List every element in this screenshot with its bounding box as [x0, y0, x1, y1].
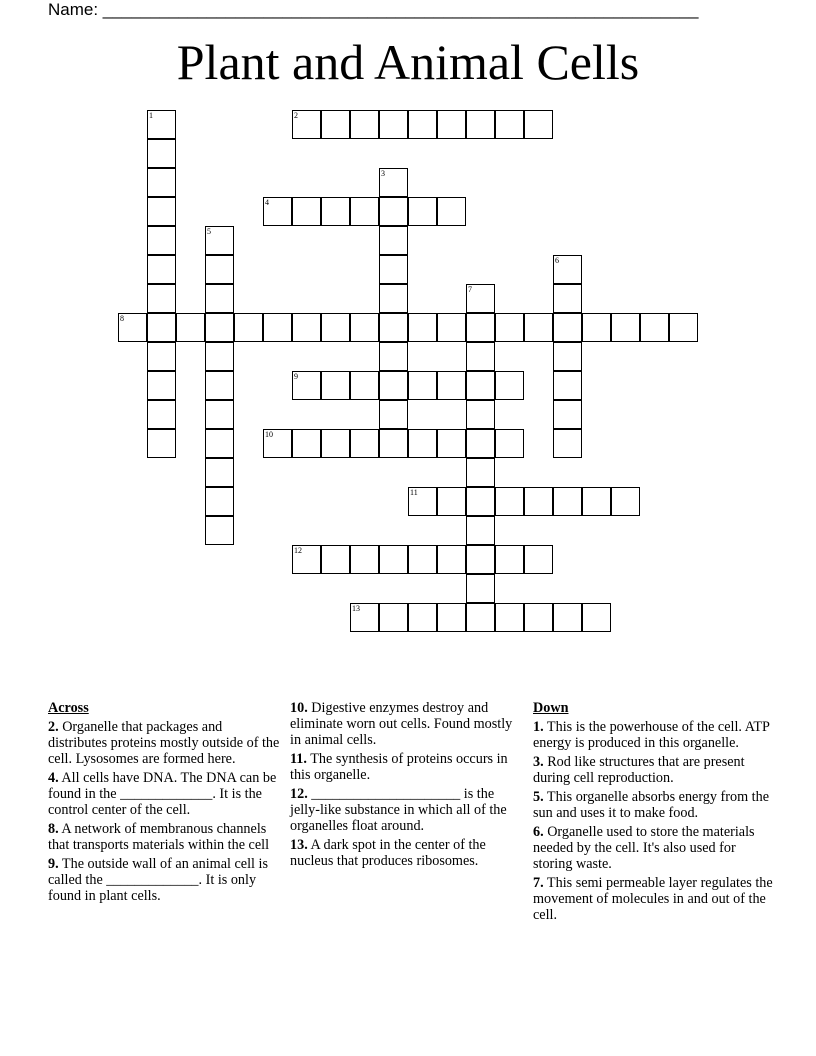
crossword-cell[interactable]	[408, 429, 437, 458]
clue-number-label: 8.	[48, 821, 59, 837]
crossword-cell[interactable]	[321, 371, 350, 400]
crossword-cell[interactable]	[379, 429, 408, 458]
clue-item	[533, 875, 773, 923]
crossword-cell[interactable]	[379, 110, 408, 139]
crossword-cell[interactable]	[147, 342, 176, 371]
crossword-cell[interactable]	[205, 458, 234, 487]
clue-text: This is the powerhouse of the cell. ATP energy is produced in this organelle.	[533, 719, 770, 751]
crossword-cell[interactable]	[321, 313, 350, 342]
clue-text: The synthesis of proteins occurs in this organelle.	[290, 751, 508, 783]
crossword-cell[interactable]	[379, 284, 408, 313]
crossword-cell[interactable]	[408, 545, 437, 574]
clue-number-label: 5.	[533, 789, 544, 805]
crossword-cell[interactable]	[553, 342, 582, 371]
across-clue-list	[48, 719, 284, 904]
clue-number: 9	[294, 372, 298, 381]
clue-number: 2	[294, 111, 298, 120]
crossword-cell[interactable]	[466, 574, 495, 603]
crossword-cell[interactable]	[611, 487, 640, 516]
clue-item	[290, 837, 526, 869]
crossword-cell[interactable]	[234, 313, 263, 342]
clue-number-label: 10.	[290, 700, 308, 716]
crossword-cell[interactable]	[147, 255, 176, 284]
crossword-cell[interactable]	[205, 400, 234, 429]
crossword-cell[interactable]	[379, 313, 408, 342]
crossword-cell[interactable]	[350, 197, 379, 226]
crossword-cell[interactable]	[524, 487, 553, 516]
crossword-cell[interactable]	[408, 110, 437, 139]
clue-number-label: 1.	[533, 719, 544, 735]
crossword-cell[interactable]	[466, 429, 495, 458]
clue-number: 1	[149, 111, 153, 120]
clue-item	[533, 824, 773, 872]
crossword-cell[interactable]	[147, 226, 176, 255]
crossword-cell[interactable]	[263, 197, 292, 226]
clue-text: Rod like structures that are present during cell reproduction.	[533, 754, 745, 786]
crossword-cell[interactable]	[495, 371, 524, 400]
crossword-cell[interactable]	[495, 545, 524, 574]
crossword-cell[interactable]	[611, 313, 640, 342]
crossword-cell[interactable]	[350, 429, 379, 458]
crossword-cell[interactable]	[205, 255, 234, 284]
clue-number-label: 4.	[48, 770, 59, 786]
crossword-cell[interactable]	[292, 429, 321, 458]
clue-item	[48, 770, 284, 818]
clues-across-column-2	[290, 700, 526, 872]
crossword-cell[interactable]	[379, 255, 408, 284]
crossword-cell[interactable]	[408, 313, 437, 342]
crossword-cell[interactable]	[466, 400, 495, 429]
clue-text: A dark spot in the center of the nucleus that produces ribosomes.	[290, 837, 486, 869]
crossword-cell[interactable]	[379, 342, 408, 371]
crossword-cell[interactable]	[553, 313, 582, 342]
crossword-cell[interactable]	[379, 197, 408, 226]
crossword-cell[interactable]	[408, 371, 437, 400]
clue-number-label: 12.	[290, 786, 308, 802]
crossword-cell[interactable]	[582, 603, 611, 632]
clue-number: 7	[468, 285, 472, 294]
crossword-cell[interactable]	[205, 487, 234, 516]
clue-text: Digestive enzymes destroy and eliminate worn out cells. Found mostly in animal cells.	[290, 700, 513, 748]
crossword-cell[interactable]	[321, 545, 350, 574]
crossword-cell[interactable]	[408, 603, 437, 632]
crossword-cell[interactable]	[205, 429, 234, 458]
crossword-cell[interactable]	[495, 110, 524, 139]
crossword-cell[interactable]	[466, 342, 495, 371]
clue-number: 5	[207, 227, 211, 236]
clues-down-column	[533, 700, 773, 926]
down-clue-list	[533, 719, 773, 923]
crossword-cell[interactable]	[582, 487, 611, 516]
crossword-cell[interactable]	[466, 284, 495, 313]
crossword-cell[interactable]	[524, 313, 553, 342]
crossword-cell[interactable]	[524, 603, 553, 632]
clue-item	[48, 719, 284, 767]
clue-text: Organelle that packages and distributes proteins mostly outside of the cell. Lysosomes are formed here.	[48, 719, 280, 767]
crossword-cell[interactable]	[553, 255, 582, 284]
crossword-cell[interactable]	[147, 197, 176, 226]
crossword-cell[interactable]	[466, 516, 495, 545]
crossword-cell[interactable]	[553, 400, 582, 429]
clue-text: All cells have DNA. The DNA can be found in the _____________. It is the control center of the cell.	[48, 770, 277, 818]
crossword-cell[interactable]	[437, 197, 466, 226]
crossword-cell[interactable]	[437, 487, 466, 516]
crossword-cell[interactable]	[147, 429, 176, 458]
crossword-cell[interactable]	[495, 487, 524, 516]
crossword-cell[interactable]	[147, 400, 176, 429]
clue-number: 3	[381, 169, 385, 178]
crossword-cell[interactable]	[553, 487, 582, 516]
clue-number: 10	[265, 430, 273, 439]
page-title: Plant and Animal Cells	[176, 34, 640, 90]
crossword-cell[interactable]	[292, 110, 321, 139]
crossword-cell[interactable]	[437, 545, 466, 574]
crossword-cell[interactable]	[292, 371, 321, 400]
clue-item	[48, 856, 284, 904]
clue-text: A network of membranous channels that transports materials within the cell	[48, 821, 270, 853]
crossword-cell[interactable]	[437, 371, 466, 400]
crossword-cell[interactable]	[350, 110, 379, 139]
crossword-cell[interactable]	[408, 487, 437, 516]
crossword-cell[interactable]	[176, 313, 205, 342]
crossword-cell[interactable]	[147, 168, 176, 197]
crossword-cell[interactable]	[350, 313, 379, 342]
crossword-cell[interactable]	[466, 458, 495, 487]
clue-number: 8	[120, 314, 124, 323]
crossword-cell[interactable]	[553, 429, 582, 458]
across-heading: Across	[48, 700, 89, 716]
crossword-cell[interactable]	[118, 313, 147, 342]
crossword-cell[interactable]	[379, 371, 408, 400]
crossword-cell[interactable]	[263, 313, 292, 342]
clue-number: 12	[294, 546, 302, 555]
crossword-cell[interactable]	[321, 429, 350, 458]
clue-text: The outside wall of an animal cell is called the _____________. It is only found in plant cells.	[48, 856, 268, 904]
crossword-cell[interactable]	[437, 603, 466, 632]
crossword-cell[interactable]	[263, 429, 292, 458]
across-clue-list-continued	[290, 700, 526, 869]
crossword-cell[interactable]	[147, 313, 176, 342]
crossword-cell[interactable]	[379, 168, 408, 197]
clue-item	[533, 789, 773, 821]
clue-item	[48, 821, 284, 853]
crossword-cell[interactable]	[350, 371, 379, 400]
crossword-cell[interactable]	[379, 400, 408, 429]
clue-text: This organelle absorbs energy from the sun and uses it to make food.	[533, 789, 770, 821]
clue-item	[290, 700, 526, 748]
clue-number-label: 11.	[290, 751, 307, 767]
clue-item	[533, 719, 773, 751]
crossword-cell[interactable]	[495, 313, 524, 342]
clue-number: 11	[410, 488, 418, 497]
clue-item	[533, 754, 773, 786]
crossword-cell[interactable]	[147, 110, 176, 139]
clue-number-label: 9.	[48, 856, 59, 872]
crossword-cell[interactable]	[553, 371, 582, 400]
clue-number-label: 6.	[533, 824, 544, 840]
crossword-cell[interactable]	[582, 313, 611, 342]
clue-number-label: 7.	[533, 875, 544, 891]
clue-number-label: 2.	[48, 719, 59, 735]
crossword-cell[interactable]	[147, 284, 176, 313]
crossword-cell[interactable]	[669, 313, 698, 342]
crossword-cell[interactable]	[292, 197, 321, 226]
crossword-cell[interactable]	[205, 313, 234, 342]
crossword-cell[interactable]	[524, 545, 553, 574]
crossword-cell[interactable]	[205, 284, 234, 313]
crossword-cell[interactable]	[553, 603, 582, 632]
crossword-cell[interactable]	[147, 139, 176, 168]
name-field-label: Name: _______________________________________________________________	[48, 0, 699, 19]
crossword-cell[interactable]	[205, 516, 234, 545]
crossword-cell[interactable]	[205, 342, 234, 371]
crossword-cell[interactable]	[321, 197, 350, 226]
clue-text: _____________________ is the jelly-like substance in which all of the organelles float around.	[290, 786, 507, 834]
crossword-cell[interactable]	[321, 110, 350, 139]
crossword-cell[interactable]	[466, 313, 495, 342]
clue-number: 4	[265, 198, 269, 207]
crossword-cell[interactable]	[553, 284, 582, 313]
crossword-cell[interactable]	[466, 603, 495, 632]
crossword-cell[interactable]	[379, 226, 408, 255]
clues-across-column-1	[48, 700, 284, 907]
clue-number: 13	[352, 604, 360, 613]
crossword-cell[interactable]	[495, 429, 524, 458]
crossword-cell[interactable]	[495, 603, 524, 632]
crossword-cell[interactable]	[466, 487, 495, 516]
crossword-cell[interactable]	[147, 371, 176, 400]
crossword-cell[interactable]	[466, 545, 495, 574]
crossword-cell[interactable]	[292, 313, 321, 342]
crossword-cell[interactable]	[350, 603, 379, 632]
crossword-cell[interactable]	[437, 313, 466, 342]
crossword-cell[interactable]	[292, 545, 321, 574]
crossword-cell[interactable]	[466, 110, 495, 139]
crossword-cell[interactable]	[205, 371, 234, 400]
clue-text: This semi permeable layer regulates the movement of molecules in and out of the cell.	[533, 875, 773, 923]
crossword-cell[interactable]	[466, 371, 495, 400]
clue-number-label: 3.	[533, 754, 544, 770]
crossword-cell[interactable]	[437, 110, 466, 139]
clue-number: 6	[555, 256, 559, 265]
down-heading: Down	[533, 700, 569, 716]
clue-number-label: 13.	[290, 837, 308, 853]
clue-text: Organelle used to store the materials needed by the cell. It's also used for storing waste.	[533, 824, 755, 872]
clue-item	[290, 786, 526, 834]
crossword-cell[interactable]	[379, 603, 408, 632]
crossword-cell[interactable]	[350, 545, 379, 574]
crossword-cell[interactable]	[524, 110, 553, 139]
clue-item	[290, 751, 526, 783]
crossword-cell[interactable]	[437, 429, 466, 458]
crossword-cell[interactable]	[379, 545, 408, 574]
crossword-cell[interactable]	[408, 197, 437, 226]
crossword-cell[interactable]	[640, 313, 669, 342]
crossword-cell[interactable]	[205, 226, 234, 255]
